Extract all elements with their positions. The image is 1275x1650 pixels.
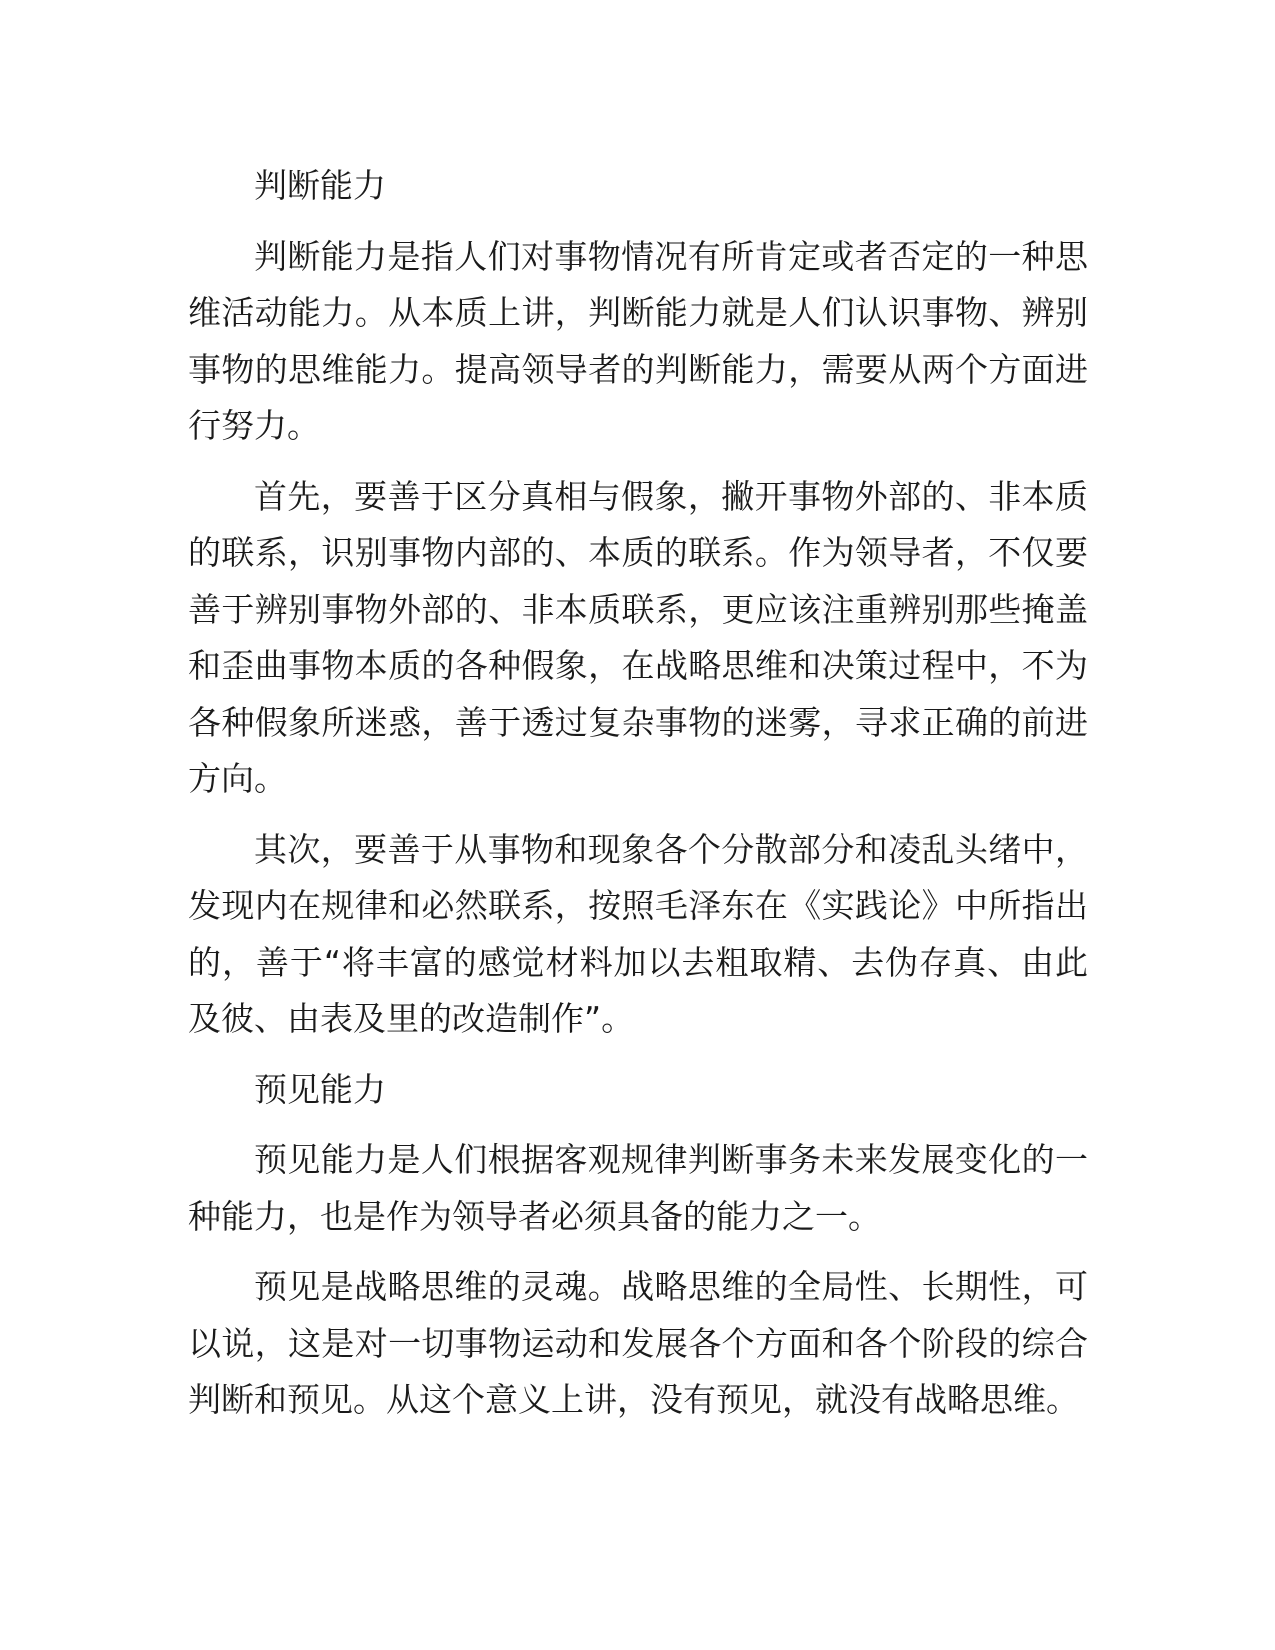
document-body [188,158,1088,1443]
paragraph: 首先，要善于区分真相与假象，撇开事物外部的、非本质的联系，识别事物内部的、本质的联系。作为领导者，不仅要善于辨别事物外部的、非本质联系，更应该注重辨别那些掩盖和歪曲事物本质的各种假象，在战略思维和决策过程中，不为各种假象所迷惑，善于透过复杂事物的迷雾，寻求正确的前进方向。 [188,476,1088,798]
paragraph: 其次，要善于从事物和现象各个分散部分和凌乱头绪中，发现内在规律和必然联系，按照毛泽东在《实践论》中所指出的，善于“将丰富的感觉材料加以去粗取精、去伪存真、由此及彼、由表及里的改造制作”。 [188,829,1088,1038]
paragraph: 预见是战略思维的灵魂。战略思维的全局性、长期性，可以说，这是对一切事物运动和发展各个方面和各个阶段的综合判断和预见。从这个意义上讲，没有预见，就没有战略思维。 [188,1267,1088,1419]
section-heading-foresight: 预见能力 [254,1069,386,1109]
paragraph: 预见能力是人们根据客观规律判断事务未来发展变化的一种能力，也是作为领导者必须具备的能力之一。 [188,1140,1088,1236]
section-heading-judgment: 判断能力 [254,166,386,205]
paragraph: 判断能力是指人们对事物情况有所肯定或者否定的一种思维活动能力。从本质上讲，判断能力就是人们认识事物、辨别事物的思维能力。提高领导者的判断能力，需要从两个方面进行努力。 [188,236,1088,445]
